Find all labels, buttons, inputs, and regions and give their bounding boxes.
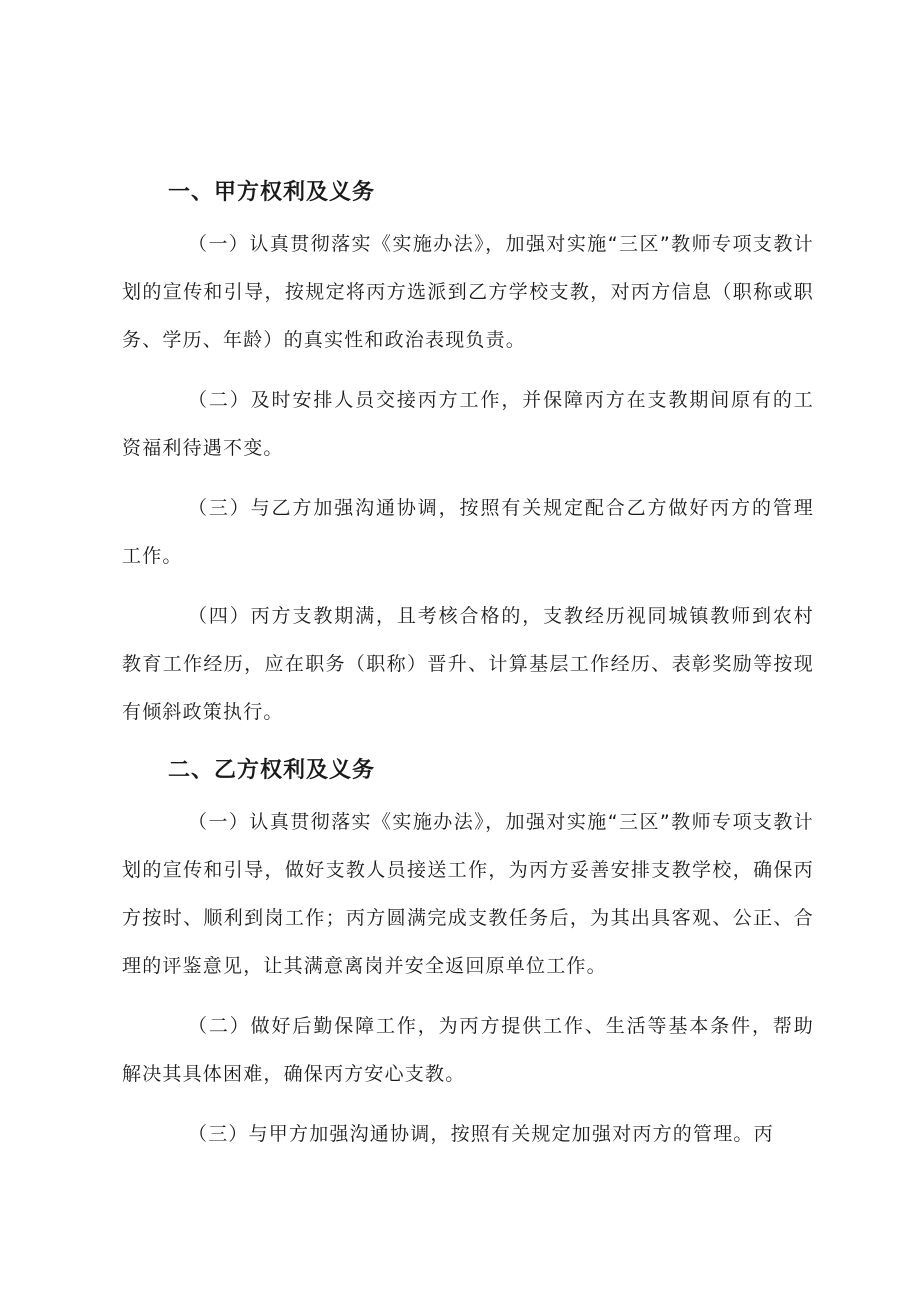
party-a-clause-2: （二）及时安排人员交接丙方工作，并保障丙方在支教期间原有的工资福利待遇不变。 [122,389,814,459]
party-b-clause-1: （一）认真贯彻落实《实施办法》，加强对实施“三区”教师专项支教计划的宣传和引导，做好支教人员接送工作，为丙方妥善安排支教学校，确保丙方按时、顺利到岗工作；丙方圆满完成支教任务后，为其出具客观、公正、合理的评鉴意见，让其满意离岗并安全返回原单位工作。 [122,811,814,977]
party-a-clause-3: （三）与乙方加强沟通协调，按照有关规定配合乙方做好丙方的管理工作。 [122,497,814,567]
party-b-clause-3: （三）与甲方加强沟通协调，按照有关规定加强对丙方的管理。丙 [188,1123,774,1145]
document-body [122,170,814,1170]
section-heading-party-b: 二、乙方权利及义务 [168,758,376,783]
party-a-clause-1: （一）认真贯彻落实《实施办法》，加强对实施“三区”教师专项支教计划的宣传和引导，按规定将丙方选派到乙方学校支教，对丙方信息（职称或职务、学历、年龄）的真实性和政治表现负责。 [122,233,814,351]
section-party-b [122,748,814,1158]
section-heading-party-a: 一、甲方权利及义务 [168,180,376,205]
party-a-clause-4: （四）丙方支教期满，且考核合格的，支教经历视同城镇教师到农村教育工作经历，应在职务（职称）晋升、计算基层工作经历、表彰奖励等按现有倾斜政策执行。 [122,605,814,723]
section-party-a [122,170,814,736]
party-b-clause-2: （二）做好后勤保障工作，为丙方提供工作、生活等基本条件，帮助解决其具体困难，确保丙方安心支教。 [122,1015,814,1085]
